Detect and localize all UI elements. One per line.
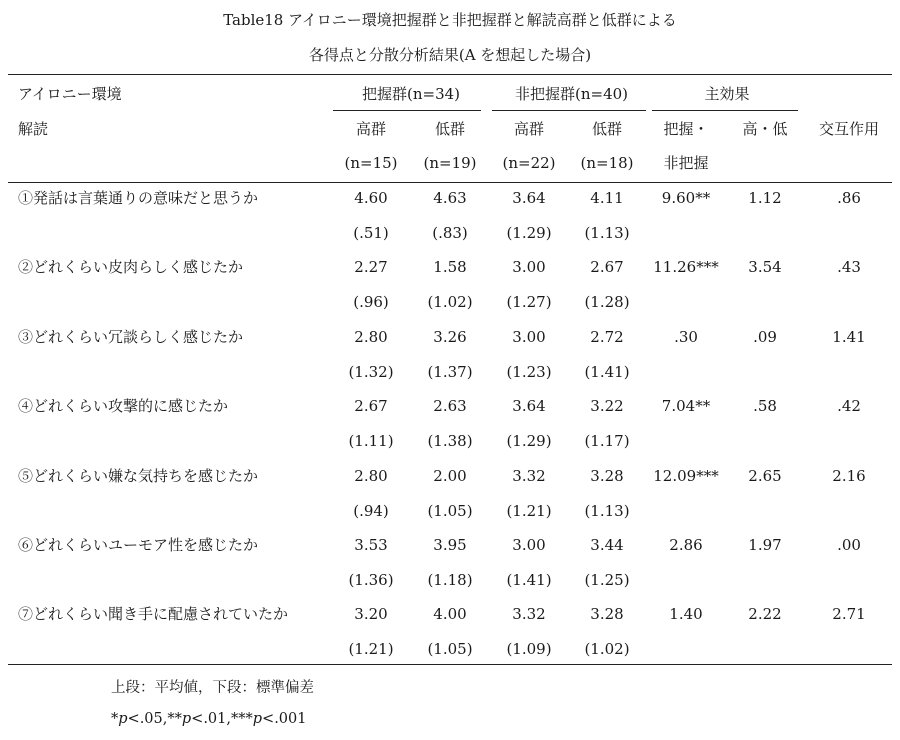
cell-sd: (1.13) — [584, 224, 630, 242]
cell-interaction: .43 — [837, 258, 861, 276]
cell-mean: 3.53 — [354, 536, 388, 554]
group-nongrasp-underline — [492, 110, 646, 111]
cell-effect-grasp: 2.86 — [669, 536, 703, 554]
cell-mean: 3.64 — [512, 397, 546, 415]
p-symbol-3: p — [252, 711, 263, 727]
cell-effect-highlow: .09 — [753, 328, 777, 346]
p-symbol-2: p — [181, 711, 192, 727]
row-label: ⑦どれくらい聞き手に配慮されていたか — [18, 605, 289, 623]
cell-sd: (1.25) — [584, 571, 630, 589]
cell-effect-grasp: 12.09*** — [653, 467, 719, 485]
cell-sd: (1.21) — [348, 640, 394, 658]
table-title-line1: Table18 アイロニー環境把握群と非把握群と解読高群と低群による — [223, 11, 677, 29]
cell-mean: 2.67 — [590, 258, 624, 276]
cell-mean: 2.80 — [354, 328, 388, 346]
cell-sd: (1.41) — [506, 571, 552, 589]
table-bottom-rule — [8, 664, 892, 665]
header-irony-env: アイロニー環境 — [18, 85, 122, 103]
cell-sd: (1.02) — [427, 293, 473, 311]
cell-sd: (1.36) — [348, 571, 394, 589]
cell-mean: 3.28 — [590, 467, 624, 485]
header-group-nongrasp: 非把握群(n=40) — [515, 85, 629, 103]
table-header-rule — [8, 182, 892, 183]
p-symbol-1: p — [118, 711, 128, 727]
cell-sd: (.83) — [432, 224, 468, 242]
sig-mark-2: ** — [167, 711, 182, 727]
sig-level-1: <.05, — [127, 711, 168, 727]
cell-mean: 3.26 — [433, 328, 467, 346]
cell-mean: 2.63 — [433, 397, 467, 415]
cell-mean: 3.32 — [512, 467, 546, 485]
row-label: ③どれくらい冗談らしく感じたか — [18, 328, 244, 346]
cell-interaction: .42 — [837, 397, 861, 415]
cell-sd: (1.05) — [427, 640, 473, 658]
cell-mean: 3.64 — [512, 189, 546, 207]
cell-mean: 2.27 — [354, 258, 388, 276]
cell-sd: (1.05) — [427, 502, 473, 520]
header-non-high: 高群 — [513, 120, 544, 138]
header-decoding: 解読 — [18, 120, 49, 138]
cell-sd: (1.13) — [584, 502, 630, 520]
cell-sd: (.96) — [353, 293, 389, 311]
cell-effect-grasp: 9.60** — [661, 189, 711, 207]
cell-interaction: .86 — [837, 189, 861, 207]
cell-effect-highlow: 2.22 — [748, 605, 782, 623]
cell-sd: (1.27) — [506, 293, 552, 311]
note-mean-sd: 上段：平均値，下段：標準偏差 — [111, 680, 314, 696]
row-label: ②どれくらい皮肉らしく感じたか — [18, 258, 244, 276]
header-effect-grasp-2: 非把握 — [663, 154, 709, 172]
sig-level-2: <.01, — [191, 711, 231, 727]
cell-mean: 4.11 — [590, 189, 624, 207]
cell-mean: 2.00 — [433, 467, 467, 485]
cell-mean: 2.72 — [590, 328, 624, 346]
main-effect-underline — [652, 110, 798, 111]
cell-effect-grasp: 1.40 — [669, 605, 703, 623]
group-grasp-underline — [333, 110, 481, 111]
cell-sd: (1.09) — [506, 640, 552, 658]
note-significance — [111, 711, 306, 727]
cell-mean: 3.32 — [512, 605, 546, 623]
cell-mean: 1.58 — [433, 258, 467, 276]
header-n-non-high: (n=22) — [502, 154, 556, 172]
cell-interaction: .00 — [837, 536, 861, 554]
cell-mean: 3.20 — [354, 605, 388, 623]
cell-sd: (1.28) — [584, 293, 630, 311]
cell-sd: (1.17) — [584, 432, 630, 450]
cell-sd: (1.18) — [427, 571, 473, 589]
header-group-grasp: 把握群(n=34) — [362, 85, 461, 103]
cell-sd: (1.21) — [506, 502, 552, 520]
cell-sd: (1.32) — [348, 363, 394, 381]
cell-mean: 4.63 — [433, 189, 467, 207]
cell-interaction: 2.71 — [832, 605, 866, 623]
cell-sd: (1.29) — [506, 432, 552, 450]
table-top-rule — [8, 74, 892, 75]
cell-effect-highlow: 3.54 — [748, 258, 782, 276]
cell-sd: (1.37) — [427, 363, 473, 381]
header-n-grasp-low: (n=19) — [423, 154, 477, 172]
header-main-effect: 主効果 — [704, 85, 750, 103]
header-n-grasp-high: (n=15) — [344, 154, 398, 172]
table-title-line2: 各得点と分散分析結果(A を想起した場合) — [308, 46, 592, 64]
cell-mean: 3.28 — [590, 605, 624, 623]
cell-mean: 3.00 — [512, 536, 546, 554]
cell-effect-grasp: 11.26*** — [653, 258, 719, 276]
cell-sd: (1.38) — [427, 432, 473, 450]
header-interaction: 交互作用 — [818, 120, 879, 138]
cell-mean: 3.44 — [590, 536, 624, 554]
cell-mean: 3.22 — [590, 397, 624, 415]
header-effect-highlow: 高・低 — [742, 120, 788, 138]
cell-effect-grasp: 7.04** — [661, 397, 711, 415]
header-grasp-low: 低群 — [434, 120, 465, 138]
cell-effect-highlow: 1.12 — [748, 189, 782, 207]
cell-sd: (1.11) — [348, 432, 394, 450]
sig-mark-1: * — [111, 711, 119, 727]
cell-sd: (1.41) — [584, 363, 630, 381]
header-effect-grasp: 把握・ — [663, 120, 709, 138]
cell-sd: (.51) — [353, 224, 389, 242]
cell-mean: 3.00 — [512, 328, 546, 346]
sig-level-3: <.001 — [262, 711, 307, 727]
row-label: ④どれくらい攻撃的に感じたか — [18, 397, 229, 415]
cell-mean: 3.95 — [433, 536, 467, 554]
cell-effect-highlow: 1.97 — [748, 536, 782, 554]
cell-mean: 2.80 — [354, 467, 388, 485]
header-grasp-high: 高群 — [355, 120, 386, 138]
cell-interaction: 1.41 — [832, 328, 866, 346]
cell-sd: (.94) — [353, 502, 389, 520]
cell-effect-highlow: 2.65 — [748, 467, 782, 485]
cell-sd: (1.23) — [506, 363, 552, 381]
cell-sd: (1.02) — [584, 640, 630, 658]
cell-effect-grasp: .30 — [674, 328, 698, 346]
cell-mean: 4.00 — [433, 605, 467, 623]
cell-effect-highlow: .58 — [753, 397, 777, 415]
cell-mean: 2.67 — [354, 397, 388, 415]
cell-mean: 3.00 — [512, 258, 546, 276]
header-n-non-low: (n=18) — [580, 154, 634, 172]
cell-sd: (1.29) — [506, 224, 552, 242]
sig-mark-3: *** — [231, 711, 253, 727]
header-non-low: 低群 — [591, 120, 622, 138]
row-label: ①発話は言葉通りの意味だと思うか — [18, 189, 259, 207]
cell-mean: 4.60 — [354, 189, 388, 207]
row-label: ⑥どれくらいユーモア性を感じたか — [18, 536, 259, 554]
row-label: ⑤どれくらい嫌な気持ちを感じたか — [18, 467, 259, 485]
cell-interaction: 2.16 — [832, 467, 866, 485]
